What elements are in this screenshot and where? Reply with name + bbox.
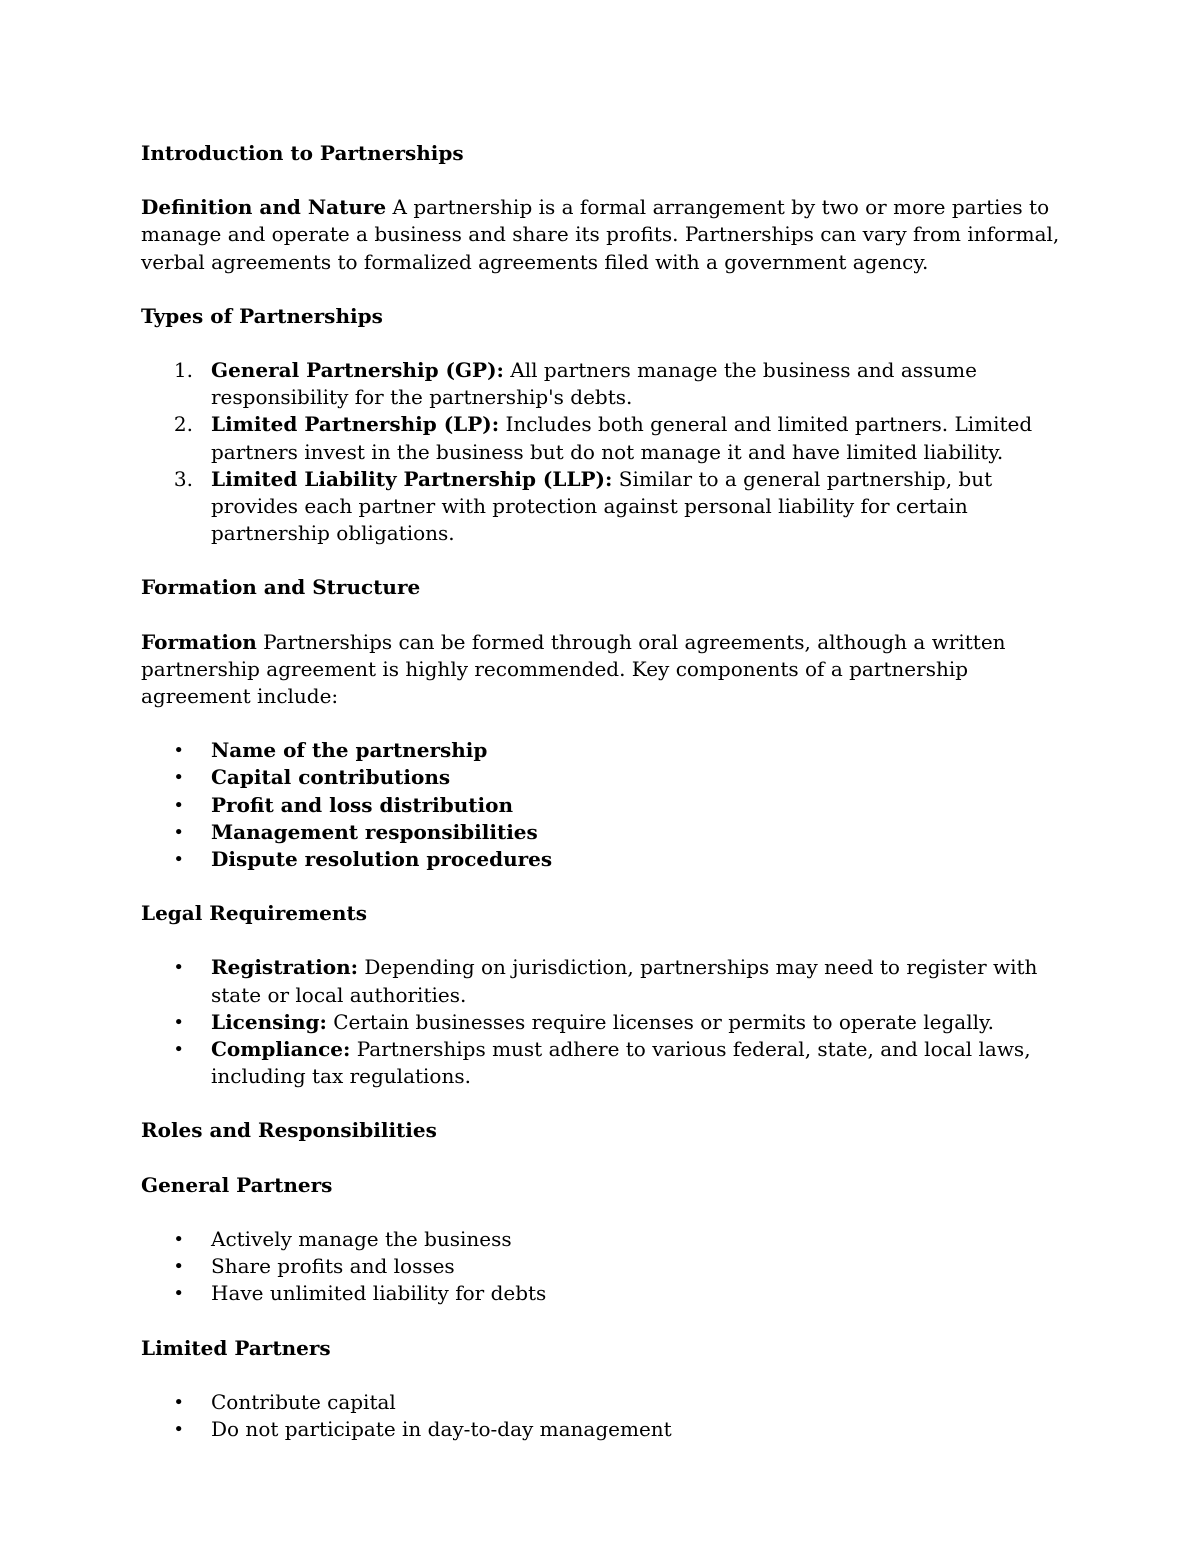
component-text: Profit and loss distribution xyxy=(211,792,513,817)
document-page xyxy=(141,140,1066,1443)
list-item xyxy=(141,1036,1066,1090)
bullet-icon: • xyxy=(173,767,184,789)
legal-text: Partnerships must adhere to various federal, state, and local laws, including tax regulations. xyxy=(211,1037,1031,1089)
definition-label: Definition and Nature xyxy=(141,195,387,220)
list-item xyxy=(141,357,1066,411)
legal-text: Certain businesses require licenses or permits to operate legally. xyxy=(326,1009,994,1034)
legal-label: Compliance: xyxy=(211,1037,351,1062)
list-item xyxy=(141,1416,1066,1443)
component-text: Management responsibilities xyxy=(211,819,538,844)
list-number: 1. xyxy=(173,358,193,383)
formation-text: Partnerships can be formed through oral agreements, although a written partnership agreement is highly recommended. Key components of a partnership agreement include: xyxy=(141,629,1006,709)
component-text: Dispute resolution procedures xyxy=(211,847,553,872)
limited-partner-duty: Do not participate in day-to-day management xyxy=(211,1416,672,1441)
bullet-icon: • xyxy=(173,1011,184,1033)
bullet-icon: • xyxy=(173,1039,184,1061)
bullet-icon: • xyxy=(173,1418,184,1440)
bullet-icon: • xyxy=(173,821,184,843)
bullet-icon: • xyxy=(173,794,184,816)
bullet-icon: • xyxy=(173,1256,184,1278)
type-text: Similar to a general partnership, but provides each partner with protection against personal liability for certain partnership obligations. xyxy=(211,466,993,546)
list-item xyxy=(141,1226,1066,1253)
general-partner-duty: Have unlimited liability for debts xyxy=(211,1281,547,1306)
type-label: General Partnership (GP): xyxy=(211,358,504,383)
type-label: Limited Liability Partnership (LLP): xyxy=(211,466,613,491)
limited-partners-list xyxy=(141,1389,1066,1443)
legal-heading: Legal Requirements xyxy=(141,901,367,926)
general-partners-list xyxy=(141,1226,1066,1308)
list-item xyxy=(141,954,1066,1008)
type-text: Includes both general and limited partners. Limited partners invest in the business but do not manage it and have limited liability. xyxy=(211,412,1033,464)
list-item xyxy=(141,411,1066,465)
list-item xyxy=(141,1253,1066,1280)
bullet-icon: • xyxy=(173,849,184,871)
legal-text: Depending on jurisdiction, partnerships may need to register with state or local authorities. xyxy=(211,955,1038,1007)
list-item xyxy=(141,466,1066,548)
list-number: 3. xyxy=(173,466,193,491)
formation-label: Formation xyxy=(141,629,257,654)
formation-heading: Formation and Structure xyxy=(141,575,421,600)
general-partner-duty: Share profits and losses xyxy=(211,1254,455,1279)
list-item xyxy=(141,792,1066,819)
list-item xyxy=(141,1009,1066,1036)
type-text: All partners manage the business and assume responsibility for the partnership's debts. xyxy=(211,358,977,410)
formation-paragraph xyxy=(141,629,1066,711)
bullet-icon: • xyxy=(173,957,184,979)
bullet-icon: • xyxy=(173,1228,184,1250)
list-item xyxy=(141,819,1066,846)
legal-list xyxy=(141,954,1066,1090)
roles-heading: Roles and Responsibilities xyxy=(141,1118,437,1143)
definition-text: A partnership is a formal arrangement by two or more parties to manage and operate a business and share its profits. Partnerships can vary from informal, verbal agreements to formalized agreements filed with a government agency. xyxy=(141,195,1060,274)
type-label: Limited Partnership (LP): xyxy=(211,412,500,437)
legal-label: Licensing: xyxy=(211,1009,327,1034)
component-text: Name of the partnership xyxy=(211,738,488,763)
limited-partner-duty: Contribute capital xyxy=(211,1389,396,1414)
types-heading: Types of Partnerships xyxy=(141,303,383,328)
list-item xyxy=(141,737,1066,764)
component-text: Capital contributions xyxy=(211,765,451,790)
definition-paragraph xyxy=(141,194,1066,276)
general-partner-duty: Actively manage the business xyxy=(211,1226,512,1251)
list-item xyxy=(141,764,1066,791)
components-list xyxy=(141,737,1066,873)
list-item xyxy=(141,1389,1066,1416)
document-title: Introduction to Partnerships xyxy=(141,141,464,165)
bullet-icon: • xyxy=(173,1283,184,1305)
types-list xyxy=(141,357,1066,547)
list-number: 2. xyxy=(173,412,193,437)
general-partners-heading: General Partners xyxy=(141,1172,333,1197)
list-item xyxy=(141,1280,1066,1307)
bullet-icon: • xyxy=(173,740,184,762)
bullet-icon: • xyxy=(173,1391,184,1413)
legal-label: Registration: xyxy=(211,955,359,980)
limited-partners-heading: Limited Partners xyxy=(141,1335,331,1360)
list-item xyxy=(141,846,1066,873)
